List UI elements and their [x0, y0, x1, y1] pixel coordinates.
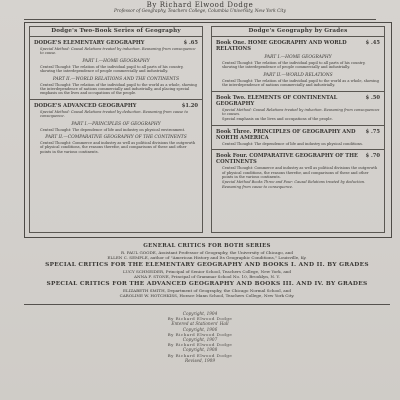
book-price: $1.20	[181, 102, 198, 109]
part-label: PART II.—WORLD RELATIONS	[263, 72, 333, 78]
part-label: PART I.—PRINCIPLES OF GEOGRAPHY	[71, 121, 161, 127]
book-entry	[216, 153, 380, 165]
geography-by-grades-column	[211, 26, 385, 233]
special-method: Special Method: Causal Relations treated by deduction. Reasoning from cause to consequence.	[40, 109, 189, 119]
central-thought: Central Thought: The dependence of life and industry on physical conditions.	[222, 141, 363, 146]
author-note: Professor of Geography, Teachers College, Columbia University, New York City	[114, 9, 286, 14]
critic-line: CAROLINE W. HOTCHKISS, Horace Mann School, Teachers College, New York City.	[119, 293, 295, 298]
critics-section	[24, 241, 390, 298]
copyright-line: Copyright, 1907	[182, 337, 218, 343]
book-title: Book Two. ELEMENTS OF CONTINENTAL GEOGRAPHY	[216, 94, 338, 107]
part-label: PART I.—HOME GEOGRAPHY	[264, 55, 332, 60]
critics-heading: SPECIAL CRITICS FOR THE ELEMENTARY GEOGRAPHY AND BOOKS I. AND II. BY GRADES	[45, 262, 369, 268]
column-title: Dodge's Geography by Grades	[212, 27, 384, 37]
copyright-line: By Richard Elwood Dodge	[167, 342, 233, 348]
author-line: By Richard Elwood Dodge	[146, 1, 254, 9]
book-entry	[216, 129, 380, 141]
divider	[212, 125, 384, 126]
book-price: $ .70	[365, 153, 380, 160]
central-thought: Central Thought: The relation of the individual pupil to the world as a whole, showing the interdependence of nations commercially and industrially, and placing special emphasis on the lives and occupations of the people.	[40, 82, 197, 96]
special-method: Special Method Books Three and Four: Causal Relations treated by deduction. Reasoning from cause to consequence.	[222, 180, 366, 189]
two-book-series-column	[29, 26, 203, 233]
critic-line: ANNA F. STONE, Principal of Grammar School No. 10, Brooklyn, N. Y.	[134, 274, 280, 279]
critic-line: LUCY SCHNEIDER, Principal of Senior School, Teachers College, New York, and	[122, 269, 292, 274]
central-thought: Central Thought: Commerce and industry as well as political divisions the outgrowth of physical conditions, the reasons therefor, and comparisons of these and other points in the various continents.	[222, 166, 378, 180]
copyright-line: Revised, 1909	[185, 357, 215, 363]
bottom-rule	[24, 304, 390, 305]
copyright-line: Copyright, 1906	[182, 326, 218, 332]
book-entry	[216, 40, 380, 52]
book-title: Book Four. COMPARATIVE GEOGRAPHY OF THE CONTINENTS	[216, 153, 358, 166]
book-title: Book Three. PRINCIPLES OF GEOGRAPHY AND NORTH AMERICA	[216, 128, 356, 141]
book-price: $ .65	[183, 40, 198, 46]
part-label: PART II.—WORLD RELATIONS AND THE CONTINENTS	[52, 76, 180, 82]
book-title: DODGE'S ELEMENTARY GEOGRAPHY	[34, 40, 145, 46]
divider	[30, 99, 202, 100]
copyright-block	[0, 311, 400, 363]
divider	[212, 149, 384, 150]
book-entry	[34, 40, 198, 46]
copyright-line: By Richard Elwood Dodge	[167, 352, 233, 358]
book-price: $ .75	[365, 128, 380, 135]
series-box	[24, 22, 392, 238]
book-title: Book One. HOME GEOGRAPHY AND WORLD RELATIONS	[216, 40, 347, 52]
divider	[212, 91, 384, 92]
central-thought: Central Thought: The relation of the individual pupil to all parts of his country, showing the interdependence of people commercially and industrially.	[40, 64, 184, 74]
special-method: Special Method: Causal Relations treated by induction. Reasoning from consequence to cause.	[40, 47, 196, 56]
copyright-line: By Richard Elwood Dodge	[167, 316, 233, 322]
central-thought: Central Thought: The relation of the individual pupil to all parts of his country, showing the interdependence of people commercially and industrially.	[222, 61, 366, 70]
critic-line: ELIZABETH SMITH, Department of Geography, the Chicago Normal School, and	[123, 288, 291, 293]
copyright-line: Entered at Stationers' Hall	[171, 321, 229, 327]
part-label: PART I.—HOME GEOGRAPHY	[82, 58, 150, 64]
critics-heading: GENERAL CRITICS FOR BOTH SERIES	[143, 243, 271, 249]
copyright-line: Copyright, 1908	[182, 347, 218, 353]
book-price: $ .50	[365, 94, 380, 101]
copyright-line: By Richard Elwood Dodge	[167, 331, 233, 337]
author-header	[0, 0, 400, 20]
central-thought: Central Thought: The dependence of life and industry on physical environment.	[40, 127, 186, 132]
top-rule	[24, 19, 376, 20]
book-title: DODGE'S ADVANCED GEOGRAPHY	[34, 102, 137, 109]
part-label: PART II.—COMPARATIVE GEOGRAPHY OF THE CONTINENTS	[45, 135, 187, 141]
critic-line: R. PAUL GOODE, Assistant Professor of Geography, the University of Chicago, and	[121, 250, 293, 255]
column-title: Dodge's Two-Book Series of Geography	[30, 27, 202, 37]
central-thought: Central Thought: The relation of the individual pupil to the world as a whole, showing the interdependence of nations commercially and industrially.	[222, 78, 379, 88]
central-thought: Special emphasis on the lives and occupations of the people.	[222, 117, 333, 122]
copyright-line: Copyright, 1904	[182, 311, 218, 316]
book-entry	[34, 103, 198, 109]
critic-line: ELLEN C. SEMPLE, author of "American History and Its Geographic Conditions," Louisville, Ky.	[107, 255, 307, 260]
critics-heading: SPECIAL CRITICS FOR THE ADVANCED GEOGRAPHY AND BOOKS III. AND IV. BY GRADES	[46, 281, 368, 287]
book-price: $ .45	[365, 40, 380, 46]
book-entry	[216, 95, 380, 107]
central-thought: Central Thought: Commerce and industry as well as political divisions the outgrowth of physical conditions, the reasons therefor, and comparisons of these and other points in the various continents.	[40, 141, 196, 154]
special-method: Special Method: Causal Relations treated by induction. Reasoning from consequences to causes.	[222, 107, 380, 117]
